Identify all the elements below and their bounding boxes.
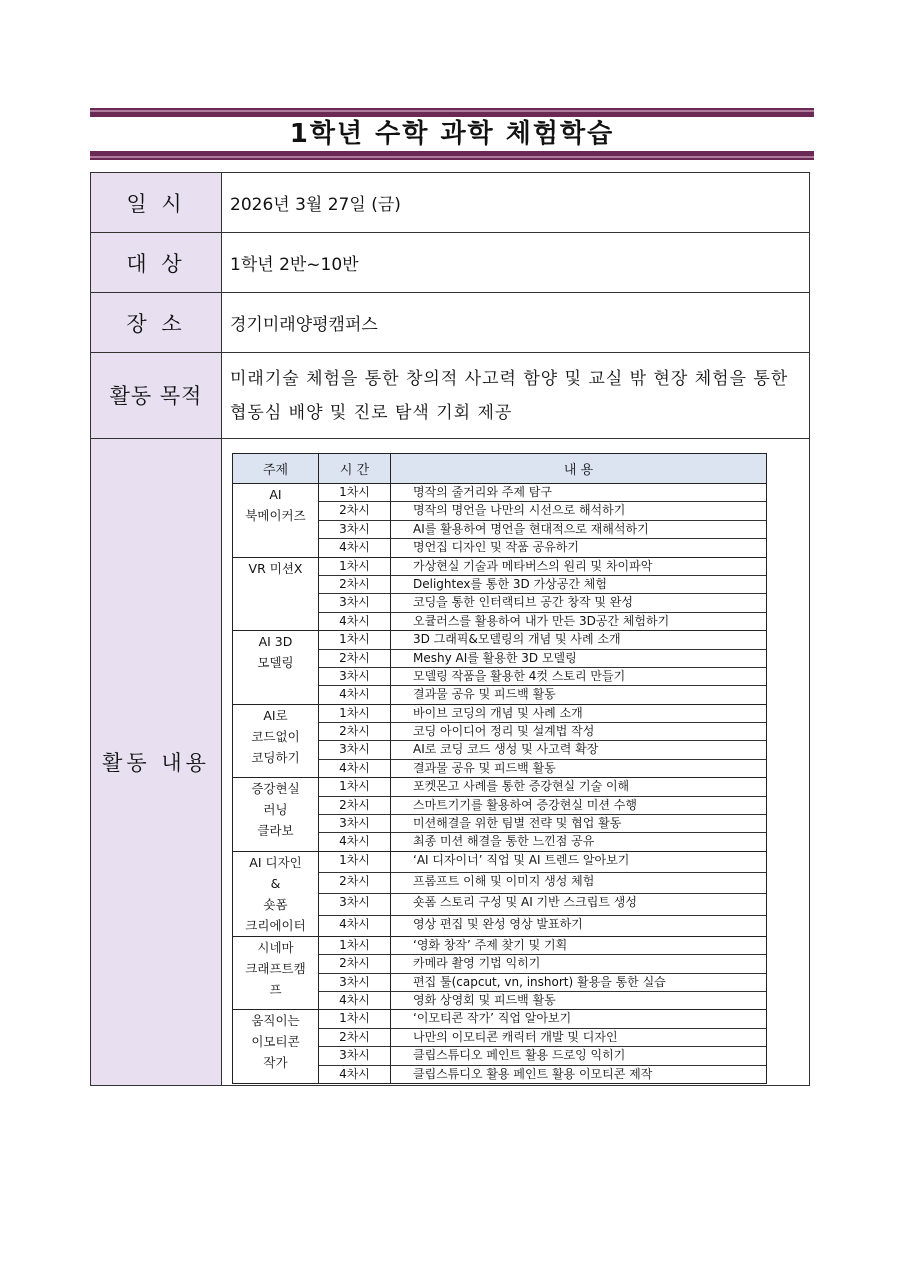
- session-content: 명작의 명언을 나만의 시선으로 해석하기: [391, 502, 767, 520]
- session-number: 3차시: [319, 741, 391, 759]
- info-table: [90, 172, 810, 1086]
- session-number: 2차시: [319, 1028, 391, 1046]
- session-content: 프롬프트 이해 및 이미지 생성 체험: [391, 873, 767, 894]
- session-content: Meshy AI를 활용한 3D 모델링: [391, 649, 767, 667]
- topic-name-line: 증강현실: [251, 781, 300, 797]
- program-row: [233, 1010, 767, 1028]
- topic-name-line: 러닝: [263, 802, 288, 818]
- session-number: 1차시: [319, 557, 391, 575]
- session-number: 1차시: [319, 631, 391, 649]
- session-content: 코딩 아이디어 정리 및 설계법 작성: [391, 723, 767, 741]
- row-target: [91, 233, 810, 293]
- program-row: [233, 704, 767, 722]
- session-content: AI를 활용하여 명언을 현대적으로 재해석하기: [391, 520, 767, 538]
- session-number: 4차시: [319, 539, 391, 557]
- topic-name-line: &: [270, 875, 281, 891]
- target-label: 대 상: [91, 233, 222, 293]
- session-content: 숏폼 스토리 구성 및 AI 기반 스크립트 생성: [391, 894, 767, 915]
- topic-name-line: 프: [269, 981, 282, 997]
- session-content: 명언집 디자인 및 작품 공유하기: [391, 539, 767, 557]
- session-content: 가상현실 기술과 메타버스의 원리 및 차이파악: [391, 557, 767, 575]
- session-number: 4차시: [319, 612, 391, 630]
- topic-name: [233, 631, 319, 705]
- header-topic: 주제: [233, 454, 319, 484]
- purpose-label: 활동 목적: [91, 353, 222, 439]
- topic-name: [233, 484, 319, 558]
- topic-name-line: 시네마: [257, 939, 294, 955]
- topic-name-line: 코드없이: [251, 728, 300, 744]
- session-number: 3차시: [319, 667, 391, 685]
- session-content: 편집 툴(capcut, vn, inshort) 활용을 통한 실습: [391, 973, 767, 991]
- topic-name-line: 크래프트캠: [245, 960, 306, 976]
- session-number: 3차시: [319, 815, 391, 833]
- session-content: 결과물 공유 및 피드백 활동: [391, 759, 767, 777]
- topic-name-line: 숏폼: [263, 896, 288, 912]
- title-rule-bottom: [90, 151, 814, 160]
- session-number: 4차시: [319, 759, 391, 777]
- session-content: 영상 편집 및 완성 영상 발표하기: [391, 915, 767, 936]
- session-number: 3차시: [319, 520, 391, 538]
- program-row: [233, 484, 767, 502]
- topic-name-line: 작가: [263, 1055, 288, 1071]
- session-content: 최종 미션 해결을 통한 느낀점 공유: [391, 833, 767, 851]
- session-number: 2차시: [319, 955, 391, 973]
- session-number: 4차시: [319, 915, 391, 936]
- session-content: 모델링 작품을 활용한 4컷 스토리 만들기: [391, 667, 767, 685]
- program-row: [233, 778, 767, 796]
- header-content: 내 용: [391, 454, 767, 484]
- session-content: ‘이모티콘 작가’ 직업 알아보기: [391, 1010, 767, 1028]
- session-content: AI로 코딩 코드 생성 및 사고력 확장: [391, 741, 767, 759]
- topic-name-line: 클라보: [257, 823, 294, 839]
- program-header-row: [233, 454, 767, 484]
- row-place: [91, 293, 810, 353]
- topic-name: [233, 778, 319, 852]
- session-number: 3차시: [319, 973, 391, 991]
- place-label: 장 소: [91, 293, 222, 353]
- target-value: 1학년 2반~10반: [222, 233, 810, 293]
- session-content: 결과물 공유 및 피드백 활동: [391, 686, 767, 704]
- topic-name-line: AI 3D: [258, 634, 293, 650]
- row-activities: [91, 439, 810, 1086]
- session-content: 미션해결을 위한 팀별 전략 및 협업 활동: [391, 815, 767, 833]
- session-content: 바이브 코딩의 개념 및 사례 소개: [391, 704, 767, 722]
- topic-name: [233, 557, 319, 631]
- session-content: 클립스튜디오 페인트 활용 드로잉 익히기: [391, 1047, 767, 1065]
- program-table: [232, 453, 767, 1084]
- topic-name-line: 모델링: [257, 655, 294, 671]
- program-row: [233, 557, 767, 575]
- session-number: 1차시: [319, 1010, 391, 1028]
- session-content: 명작의 줄거리와 주제 탐구: [391, 484, 767, 502]
- date-label: 일 시: [91, 173, 222, 233]
- session-number: 4차시: [319, 833, 391, 851]
- program-row: [233, 851, 767, 872]
- session-content: 카메라 촬영 기법 익히기: [391, 955, 767, 973]
- session-number: 3차시: [319, 894, 391, 915]
- session-content: 스마트기기를 활용하여 증강현실 미션 수행: [391, 796, 767, 814]
- session-content: ‘AI 디자이너’ 직업 및 AI 트렌드 알아보기: [391, 851, 767, 872]
- session-number: 2차시: [319, 723, 391, 741]
- session-number: 2차시: [319, 575, 391, 593]
- topic-name-line: 크리에이터: [245, 917, 306, 933]
- session-number: 3차시: [319, 594, 391, 612]
- session-number: 1차시: [319, 704, 391, 722]
- topic-name-line: AI: [269, 487, 282, 502]
- topic-name-line: 북메이커즈: [245, 508, 306, 523]
- session-content: 코딩을 통한 인터랙티브 공간 창작 및 완성: [391, 594, 767, 612]
- row-date: [91, 173, 810, 233]
- session-content: ‘영화 창작’ 주제 찾기 및 기획: [391, 936, 767, 954]
- session-number: 1차시: [319, 778, 391, 796]
- session-content: 3D 그래픽&모델링의 개념 및 사례 소개: [391, 631, 767, 649]
- session-content: 영화 상영회 및 피드백 활동: [391, 991, 767, 1009]
- topic-name-line: 움직이는: [251, 1013, 300, 1029]
- session-number: 2차시: [319, 873, 391, 894]
- row-purpose: [91, 353, 810, 439]
- session-content: Delightex를 통한 3D 가상공간 체험: [391, 575, 767, 593]
- purpose-value: 미래기술 체험을 통한 창의적 사고력 함양 및 교실 밖 현장 체험을 통한 협동심 배양 및 진로 탐색 기회 제공: [222, 353, 810, 439]
- date-value: 2026년 3월 27일 (금): [222, 173, 810, 233]
- session-number: 1차시: [319, 936, 391, 954]
- topic-name: [233, 704, 319, 778]
- topic-name: [233, 851, 319, 936]
- activities-label: 활동 내용: [91, 439, 222, 1086]
- header-time: 시 간: [319, 454, 391, 484]
- activities-cell: [222, 439, 810, 1086]
- session-content: 나만의 이모티콘 캐릭터 개발 및 디자인: [391, 1028, 767, 1046]
- session-number: 2차시: [319, 796, 391, 814]
- session-number: 1차시: [319, 851, 391, 872]
- page-title: 1학년 수학 과학 체험학습: [289, 119, 615, 149]
- program-row: [233, 936, 767, 954]
- session-number: 3차시: [319, 1047, 391, 1065]
- session-number: 4차시: [319, 991, 391, 1009]
- topic-name-line: 코딩하기: [251, 749, 300, 765]
- session-number: 1차시: [319, 484, 391, 502]
- program-row: [233, 631, 767, 649]
- session-number: 2차시: [319, 649, 391, 667]
- topic-name: [233, 1010, 319, 1084]
- topic-name-line: AI 디자인: [249, 854, 302, 870]
- session-number: 2차시: [319, 502, 391, 520]
- session-number: 4차시: [319, 686, 391, 704]
- topic-name-line: VR 미션X: [248, 560, 303, 576]
- topic-name-line: 이모티콘: [251, 1034, 300, 1050]
- session-number: 4차시: [319, 1065, 391, 1083]
- topic-name: [233, 936, 319, 1010]
- session-content: 오큘러스를 활용하여 내가 만든 3D공간 체험하기: [391, 612, 767, 630]
- place-value: 경기미래양평캠퍼스: [222, 293, 810, 353]
- session-content: 포켓몬고 사례를 통한 증강현실 기술 이해: [391, 778, 767, 796]
- topic-name-line: AI로: [263, 707, 288, 723]
- session-content: 클립스튜디오 활용 페인트 활용 이모티콘 제작: [391, 1065, 767, 1083]
